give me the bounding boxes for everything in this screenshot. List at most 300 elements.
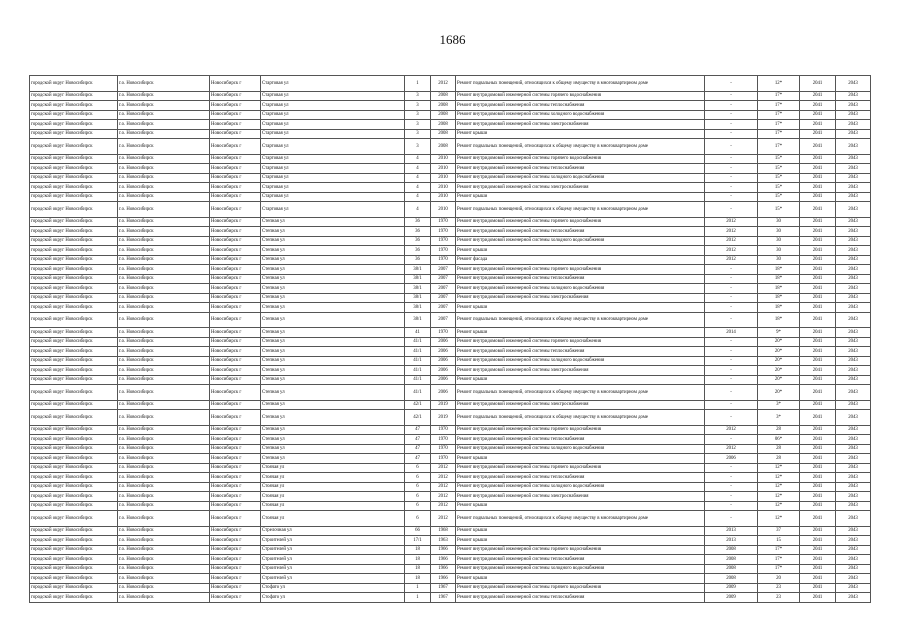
cell-house-number: 36 [405, 227, 431, 237]
cell-municipal-district: городской округ Новосибирск [30, 337, 118, 347]
cell-municipal-district: городской округ Новосибирск [30, 593, 118, 603]
cell-wear-value: 20* [758, 375, 800, 385]
table-row [30, 410, 871, 426]
cell-plan-start-year: 2041 [800, 492, 836, 502]
cell-municipal-district: городской округ Новосибирск [30, 356, 118, 366]
cell-year-built: 2012 [431, 492, 456, 502]
cell-locality: Новосибирск г [210, 501, 261, 511]
cell-plan-start-year: 2041 [800, 435, 836, 445]
cell-year-built: 1970 [431, 236, 456, 246]
cell-city-district: г.о. Новосибирск [118, 454, 210, 464]
cell-last-repair-year: - [705, 356, 758, 366]
cell-last-repair-year: 2012 [705, 227, 758, 237]
cell-work-type: Ремонт внутридомовой инженерной системы горячего водоснабжения [456, 91, 705, 101]
cell-locality: Новосибирск г [210, 91, 261, 101]
cell-plan-start-year: 2041 [800, 574, 836, 584]
cell-street: Степная ул [261, 444, 405, 454]
cell-work-type: Ремонт крыши [456, 192, 705, 202]
cell-house-number: 6 [405, 492, 431, 502]
cell-last-repair-year: 2006 [705, 454, 758, 464]
cell-plan-start-year: 2041 [800, 385, 836, 401]
cell-municipal-district: городской округ Новосибирск [30, 536, 118, 546]
cell-last-repair-year: 2014 [705, 328, 758, 338]
cell-plan-start-year: 2041 [800, 236, 836, 246]
cell-house-number: 47 [405, 435, 431, 445]
table-row [30, 120, 871, 130]
cell-plan-end-year: 2043 [836, 555, 871, 565]
cell-wear-value: 3* [758, 410, 800, 426]
cell-city-district: г.о. Новосибирск [118, 473, 210, 483]
cell-street: Степная ул [261, 293, 405, 303]
page-number: 1686 [439, 32, 466, 47]
cell-plan-end-year: 2043 [836, 545, 871, 555]
cell-house-number: 41/1 [405, 337, 431, 347]
cell-plan-start-year: 2041 [800, 246, 836, 256]
table-row [30, 583, 871, 593]
cell-wear-value: 20 [758, 574, 800, 584]
cell-house-number: 41/1 [405, 375, 431, 385]
cell-plan-start-year: 2041 [800, 139, 836, 155]
cell-house-number: 47 [405, 454, 431, 464]
cell-locality: Новосибирск г [210, 473, 261, 483]
cell-work-type: Ремонт крыши [456, 501, 705, 511]
cell-city-district: г.о. Новосибирск [118, 217, 210, 227]
cell-municipal-district: городской округ Новосибирск [30, 482, 118, 492]
table-row [30, 312, 871, 328]
cell-plan-start-year: 2041 [800, 583, 836, 593]
cell-plan-start-year: 2041 [800, 274, 836, 284]
cell-street: Степная ул [261, 385, 405, 401]
cell-city-district: г.о. Новосибирск [118, 236, 210, 246]
cell-year-built: 2012 [431, 473, 456, 483]
cell-street: Степная ул [261, 274, 405, 284]
cell-last-repair-year: - [705, 435, 758, 445]
cell-work-type: Ремонт внутридомовой инженерной системы теплоснабжения [456, 274, 705, 284]
cell-locality: Новосибирск г [210, 356, 261, 366]
cell-year-built: 2010 [431, 173, 456, 183]
cell-street: Стартовая ул [261, 164, 405, 174]
cell-year-built: 2007 [431, 274, 456, 284]
cell-wear-value: 17* [758, 129, 800, 139]
cell-plan-start-year: 2041 [800, 511, 836, 527]
cell-municipal-district: городской округ Новосибирск [30, 265, 118, 275]
cell-year-built: 1967 [431, 593, 456, 603]
cell-work-type: Ремонт крыши [456, 303, 705, 313]
cell-house-number: 3 [405, 129, 431, 139]
cell-municipal-district: городской округ Новосибирск [30, 555, 118, 565]
cell-street: Строителей ул [261, 545, 405, 555]
table-row [30, 435, 871, 445]
cell-year-built: 2007 [431, 284, 456, 294]
cell-city-district: г.о. Новосибирск [118, 593, 210, 603]
cell-work-type: Ремонт крыши [456, 129, 705, 139]
cell-municipal-district: городской округ Новосибирск [30, 375, 118, 385]
cell-municipal-district: городской округ Новосибирск [30, 444, 118, 454]
cell-year-built: 2006 [431, 337, 456, 347]
cell-plan-end-year: 2043 [836, 101, 871, 111]
cell-city-district: г.о. Новосибирск [118, 337, 210, 347]
cell-plan-start-year: 2041 [800, 227, 836, 237]
cell-last-repair-year: - [705, 265, 758, 275]
cell-last-repair-year: 2009 [705, 583, 758, 593]
cell-year-built: 1970 [431, 227, 456, 237]
cell-house-number: 6 [405, 463, 431, 473]
cell-municipal-district: городской округ Новосибирск [30, 385, 118, 401]
cell-house-number: 1 [405, 593, 431, 603]
cell-locality: Новосибирск г [210, 511, 261, 527]
cell-municipal-district: городской округ Новосибирск [30, 312, 118, 328]
cell-plan-start-year: 2041 [800, 164, 836, 174]
cell-wear-value: 3* [758, 400, 800, 410]
cell-street: Степная ул [261, 284, 405, 294]
cell-house-number: 36 [405, 236, 431, 246]
cell-work-type: Ремонт внутридомовой инженерной системы горячего водоснабжения [456, 337, 705, 347]
cell-house-number: 38/1 [405, 284, 431, 294]
cell-locality: Новосибирск г [210, 435, 261, 445]
cell-street: Степная ул [261, 356, 405, 366]
cell-house-number: 41 [405, 328, 431, 338]
table-row [30, 366, 871, 376]
cell-street: Стофато ул [261, 583, 405, 593]
cell-municipal-district: городской округ Новосибирск [30, 129, 118, 139]
cell-locality: Новосибирск г [210, 545, 261, 555]
cell-wear-value: 37 [758, 526, 800, 536]
cell-wear-value: 12* [758, 482, 800, 492]
cell-municipal-district: городской округ Новосибирск [30, 202, 118, 218]
cell-wear-value: 15* [758, 173, 800, 183]
cell-last-repair-year: - [705, 337, 758, 347]
cell-plan-end-year: 2043 [836, 482, 871, 492]
cell-plan-start-year: 2041 [800, 375, 836, 385]
cell-plan-end-year: 2043 [836, 444, 871, 454]
cell-city-district: г.о. Новосибирск [118, 183, 210, 193]
cell-wear-value: 28 [758, 444, 800, 454]
cell-locality: Новосибирск г [210, 492, 261, 502]
cell-last-repair-year: 2013 [705, 536, 758, 546]
cell-municipal-district: городской округ Новосибирск [30, 435, 118, 445]
cell-street: Стартовая ул [261, 183, 405, 193]
cell-year-built: 2012 [431, 76, 456, 92]
cell-wear-value: 23 [758, 593, 800, 603]
cell-plan-start-year: 2041 [800, 328, 836, 338]
cell-plan-start-year: 2041 [800, 202, 836, 218]
cell-wear-value: 30 [758, 246, 800, 256]
cell-house-number: 36 [405, 246, 431, 256]
cell-work-type: Ремонт внутридомовой инженерной системы холодного водоснабжения [456, 482, 705, 492]
cell-plan-start-year: 2041 [800, 347, 836, 357]
cell-year-built: 1966 [431, 555, 456, 565]
cell-city-district: г.о. Новосибирск [118, 366, 210, 376]
cell-plan-start-year: 2041 [800, 593, 836, 603]
cell-work-type: Ремонт крыши [456, 328, 705, 338]
cell-plan-end-year: 2043 [836, 454, 871, 464]
cell-locality: Новосибирск г [210, 202, 261, 218]
cell-wear-value: 28 [758, 425, 800, 435]
cell-house-number: 4 [405, 164, 431, 174]
cell-wear-value: 18* [758, 293, 800, 303]
cell-year-built: 1963 [431, 536, 456, 546]
cell-plan-start-year: 2041 [800, 303, 836, 313]
cell-plan-end-year: 2043 [836, 337, 871, 347]
cell-plan-start-year: 2041 [800, 293, 836, 303]
cell-plan-end-year: 2043 [836, 173, 871, 183]
cell-municipal-district: городской округ Новосибирск [30, 164, 118, 174]
cell-work-type: Ремонт внутридомовой инженерной системы электроснабжения [456, 400, 705, 410]
cell-work-type: Ремонт крыши [456, 526, 705, 536]
cell-house-number: 6 [405, 473, 431, 483]
cell-plan-start-year: 2041 [800, 255, 836, 265]
cell-street: Степная ул [261, 400, 405, 410]
cell-city-district: г.о. Новосибирск [118, 347, 210, 357]
cell-work-type: Ремонт внутридомовой инженерной системы холодного водоснабжения [456, 356, 705, 366]
cell-city-district: г.о. Новосибирск [118, 76, 210, 92]
cell-city-district: г.о. Новосибирск [118, 328, 210, 338]
table-row [30, 545, 871, 555]
cell-locality: Новосибирск г [210, 293, 261, 303]
table-row [30, 110, 871, 120]
cell-year-built: 2008 [431, 120, 456, 130]
table-row [30, 492, 871, 502]
cell-last-repair-year: - [705, 385, 758, 401]
cell-city-district: г.о. Новосибирск [118, 202, 210, 218]
cell-city-district: г.о. Новосибирск [118, 139, 210, 155]
cell-year-built: 2007 [431, 303, 456, 313]
cell-year-built: 2019 [431, 400, 456, 410]
cell-house-number: 17/1 [405, 536, 431, 546]
cell-year-built: 2007 [431, 265, 456, 275]
cell-plan-start-year: 2041 [800, 501, 836, 511]
cell-city-district: г.о. Новосибирск [118, 574, 210, 584]
cell-city-district: г.о. Новосибирск [118, 536, 210, 546]
cell-street: Строителей ул [261, 555, 405, 565]
cell-municipal-district: городской округ Новосибирск [30, 574, 118, 584]
cell-locality: Новосибирск г [210, 284, 261, 294]
cell-last-repair-year: - [705, 183, 758, 193]
cell-street: Степная ул [261, 312, 405, 328]
cell-last-repair-year: - [705, 347, 758, 357]
cell-wear-value: 06* [758, 435, 800, 445]
cell-locality: Новосибирск г [210, 400, 261, 410]
cell-house-number: 6 [405, 511, 431, 527]
cell-plan-end-year: 2043 [836, 76, 871, 92]
cell-locality: Новосибирск г [210, 366, 261, 376]
cell-city-district: г.о. Новосибирск [118, 154, 210, 164]
cell-work-type: Ремонт подвальных помещений, относящихся к общему имуществу в многоквартирном доме [456, 410, 705, 426]
cell-city-district: г.о. Новосибирск [118, 227, 210, 237]
cell-street: Стартовая ул [261, 154, 405, 164]
cell-work-type: Ремонт внутридомовой инженерной системы электроснабжения [456, 183, 705, 193]
cell-plan-end-year: 2043 [836, 120, 871, 130]
cell-last-repair-year: 2012 [705, 255, 758, 265]
cell-city-district: г.о. Новосибирск [118, 385, 210, 401]
cell-work-type: Ремонт подвальных помещений, относящихся к общему имуществу в многоквартирном доме [456, 385, 705, 401]
cell-street: Стартовая ул [261, 192, 405, 202]
cell-municipal-district: городской округ Новосибирск [30, 236, 118, 246]
cell-municipal-district: городской округ Новосибирск [30, 246, 118, 256]
cell-wear-value: 15* [758, 192, 800, 202]
cell-last-repair-year: - [705, 110, 758, 120]
cell-house-number: 1 [405, 583, 431, 593]
cell-year-built: 2010 [431, 164, 456, 174]
cell-work-type: Ремонт внутридомовой инженерной системы холодного водоснабжения [456, 236, 705, 246]
cell-municipal-district: городской округ Новосибирск [30, 545, 118, 555]
table-row [30, 202, 871, 218]
cell-wear-value: 18* [758, 265, 800, 275]
cell-municipal-district: городской округ Новосибирск [30, 101, 118, 111]
cell-house-number: 4 [405, 154, 431, 164]
cell-municipal-district: городской округ Новосибирск [30, 511, 118, 527]
cell-street: Степная ул [261, 410, 405, 426]
cell-work-type: Ремонт внутридомовой инженерной системы горячего водоснабжения [456, 425, 705, 435]
cell-city-district: г.о. Новосибирск [118, 173, 210, 183]
cell-locality: Новосибирск г [210, 593, 261, 603]
cell-plan-end-year: 2043 [836, 227, 871, 237]
cell-plan-end-year: 2043 [836, 536, 871, 546]
cell-street: Степная ул [261, 227, 405, 237]
cell-plan-end-year: 2043 [836, 385, 871, 401]
cell-plan-end-year: 2043 [836, 473, 871, 483]
cell-street: Степная ул [261, 454, 405, 464]
cell-year-built: 2008 [431, 110, 456, 120]
cell-work-type: Ремонт подвальных помещений, относящихся к общему имуществу в многоквартирном доме [456, 76, 705, 92]
capital-repair-table [29, 75, 871, 603]
table-row [30, 129, 871, 139]
cell-wear-value: 17* [758, 545, 800, 555]
cell-house-number: 6 [405, 501, 431, 511]
cell-locality: Новосибирск г [210, 101, 261, 111]
cell-year-built: 1970 [431, 255, 456, 265]
table-row [30, 526, 871, 536]
cell-city-district: г.о. Новосибирск [118, 293, 210, 303]
cell-municipal-district: городской округ Новосибирск [30, 139, 118, 155]
cell-locality: Новосибирск г [210, 347, 261, 357]
cell-plan-end-year: 2043 [836, 463, 871, 473]
cell-city-district: г.о. Новосибирск [118, 101, 210, 111]
cell-last-repair-year: - [705, 375, 758, 385]
cell-work-type: Ремонт внутридомовой инженерной системы теплоснабжения [456, 593, 705, 603]
cell-municipal-district: городской округ Новосибирск [30, 564, 118, 574]
table-row [30, 555, 871, 565]
cell-municipal-district: городской округ Новосибирск [30, 274, 118, 284]
cell-wear-value: 15* [758, 202, 800, 218]
cell-year-built: 1970 [431, 444, 456, 454]
cell-municipal-district: городской округ Новосибирск [30, 526, 118, 536]
cell-plan-start-year: 2041 [800, 101, 836, 111]
cell-street: Стофато ул [261, 593, 405, 603]
cell-year-built: 1968 [431, 526, 456, 536]
cell-locality: Новосибирск г [210, 236, 261, 246]
cell-municipal-district: городской округ Новосибирск [30, 347, 118, 357]
cell-street: Степная ул [261, 435, 405, 445]
cell-city-district: г.о. Новосибирск [118, 164, 210, 174]
cell-municipal-district: городской округ Новосибирск [30, 293, 118, 303]
table-body [30, 76, 871, 603]
cell-house-number: 3 [405, 120, 431, 130]
cell-plan-end-year: 2043 [836, 284, 871, 294]
cell-plan-start-year: 2041 [800, 536, 836, 546]
cell-municipal-district: городской округ Новосибирск [30, 183, 118, 193]
cell-municipal-district: городской округ Новосибирск [30, 425, 118, 435]
table-row [30, 425, 871, 435]
cell-city-district: г.о. Новосибирск [118, 312, 210, 328]
cell-last-repair-year: 2008 [705, 545, 758, 555]
cell-year-built: 2010 [431, 192, 456, 202]
cell-last-repair-year: 2008 [705, 555, 758, 565]
cell-wear-value: 20* [758, 366, 800, 376]
cell-locality: Новосибирск г [210, 463, 261, 473]
cell-year-built: 2006 [431, 347, 456, 357]
cell-plan-start-year: 2041 [800, 265, 836, 275]
cell-last-repair-year: - [705, 91, 758, 101]
cell-plan-end-year: 2043 [836, 202, 871, 218]
cell-year-built: 2007 [431, 312, 456, 328]
cell-wear-value: 17* [758, 120, 800, 130]
cell-work-type: Ремонт внутридомовой инженерной системы горячего водоснабжения [456, 265, 705, 275]
cell-last-repair-year: - [705, 312, 758, 328]
cell-municipal-district: городской округ Новосибирск [30, 454, 118, 464]
cell-street: Степная ул [261, 425, 405, 435]
cell-street: Стартовая ул [261, 120, 405, 130]
cell-municipal-district: городской округ Новосибирск [30, 366, 118, 376]
cell-plan-end-year: 2043 [836, 246, 871, 256]
cell-house-number: 18 [405, 555, 431, 565]
cell-last-repair-year: - [705, 410, 758, 426]
cell-locality: Новосибирск г [210, 328, 261, 338]
cell-locality: Новосибирск г [210, 425, 261, 435]
cell-plan-start-year: 2041 [800, 173, 836, 183]
cell-city-district: г.о. Новосибирск [118, 444, 210, 454]
cell-municipal-district: городской округ Новосибирск [30, 473, 118, 483]
cell-last-repair-year: - [705, 463, 758, 473]
cell-house-number: 4 [405, 202, 431, 218]
cell-house-number: 18 [405, 564, 431, 574]
cell-street: Строителей ул [261, 574, 405, 584]
cell-year-built: 1966 [431, 545, 456, 555]
cell-plan-end-year: 2043 [836, 410, 871, 426]
cell-year-built: 1970 [431, 435, 456, 445]
cell-street: Стоячая ул [261, 501, 405, 511]
cell-locality: Новосибирск г [210, 120, 261, 130]
cell-last-repair-year: - [705, 139, 758, 155]
cell-city-district: г.о. Новосибирск [118, 129, 210, 139]
cell-plan-start-year: 2041 [800, 312, 836, 328]
cell-street: Степная ул [261, 347, 405, 357]
cell-last-repair-year: - [705, 366, 758, 376]
cell-last-repair-year: - [705, 129, 758, 139]
cell-house-number: 18 [405, 545, 431, 555]
cell-year-built: 2006 [431, 366, 456, 376]
cell-last-repair-year: - [705, 482, 758, 492]
cell-house-number: 1 [405, 76, 431, 92]
cell-wear-value: 20* [758, 385, 800, 401]
cell-street: Степная ул [261, 217, 405, 227]
cell-plan-end-year: 2043 [836, 265, 871, 275]
cell-street: Степная ул [261, 366, 405, 376]
cell-house-number: 3 [405, 110, 431, 120]
cell-plan-end-year: 2043 [836, 366, 871, 376]
cell-plan-end-year: 2043 [836, 110, 871, 120]
cell-work-type: Ремонт внутридомовой инженерной системы теплоснабжения [456, 101, 705, 111]
cell-year-built: 2006 [431, 385, 456, 401]
cell-work-type: Ремонт крыши [456, 574, 705, 584]
cell-street: Стоячая ул [261, 482, 405, 492]
cell-city-district: г.о. Новосибирск [118, 255, 210, 265]
table-row [30, 101, 871, 111]
cell-municipal-district: городской округ Новосибирск [30, 91, 118, 101]
cell-plan-end-year: 2043 [836, 501, 871, 511]
cell-wear-value: 12* [758, 76, 800, 92]
cell-plan-start-year: 2041 [800, 482, 836, 492]
